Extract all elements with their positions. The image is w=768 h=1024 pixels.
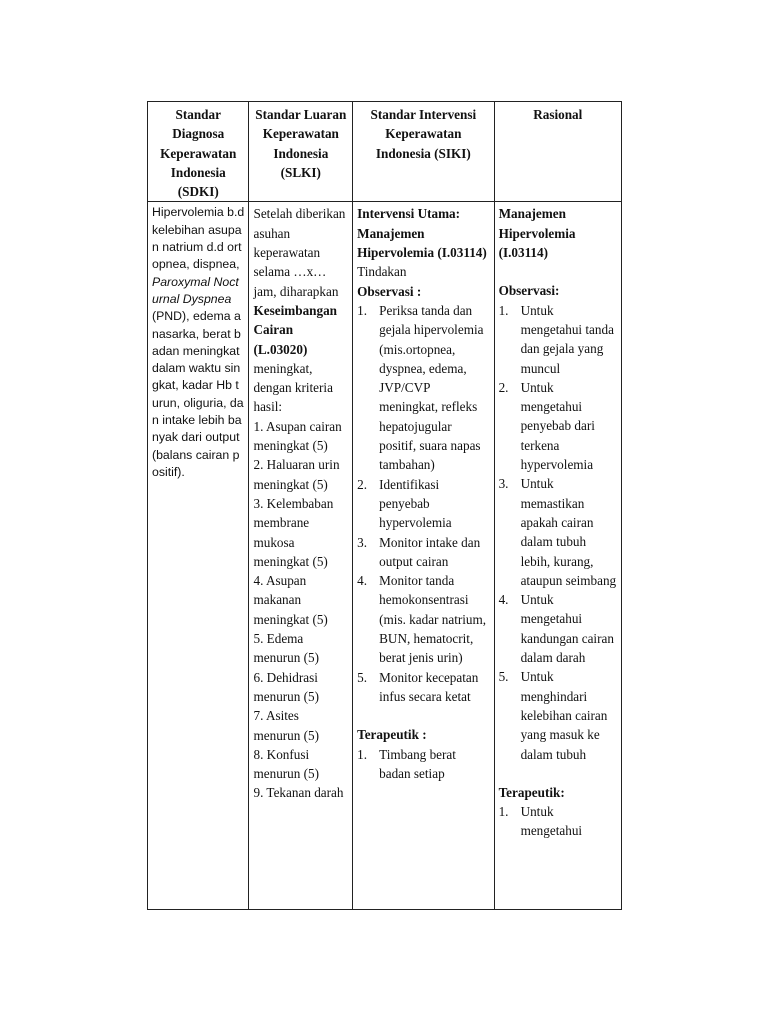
list-number: 5. <box>357 669 368 685</box>
list-number: 4. <box>498 592 509 608</box>
list-text: Monitor kecepatan infus secara ketat <box>379 669 479 704</box>
slki-criteria-intro: meningkat, dengan kriteria hasil: <box>253 360 333 415</box>
rasional-terapeutik-list <box>499 802 617 841</box>
rasional-observasi-list <box>499 301 617 764</box>
rasional-terapeutik-item <box>499 802 617 841</box>
list-number: 2. <box>498 379 509 395</box>
slki-criterion-item: 2. Haluaran urin meningkat (5) <box>253 457 340 492</box>
list-number: 1. <box>498 302 509 318</box>
header-row <box>148 102 622 202</box>
slki-criterion-item: 1. Asupan cairan meningkat (5) <box>253 418 342 454</box>
rasional-cell <box>494 202 621 910</box>
list-text: Untuk mengetahui penyebab dari terkena hypervolemia <box>520 379 595 473</box>
slki-criterion-item: 4. Asupan makanan meningkat (5) <box>253 573 328 627</box>
rasional-title: Manajemen Hipervolemia (I.03114) <box>498 206 576 261</box>
header-slki: Standar Luaran Keperawatan Indonesia (SLKI) <box>249 102 353 202</box>
siki-observasi-item <box>357 301 489 475</box>
rasional-observasi-label: Observasi: <box>498 283 560 299</box>
list-text: Monitor intake dan output cairan <box>379 534 481 569</box>
rasional-observasi-item <box>499 301 617 378</box>
list-number: 3. <box>357 534 368 550</box>
slki-criterion-item: 8. Konfusi menurun (5) <box>253 746 320 782</box>
list-number: 4. <box>357 573 368 589</box>
list-number: 1. <box>498 804 509 820</box>
list-text: Untuk memastikan apakah cairan dalam tubuh lebih, kurang, ataupun seimbang <box>520 476 617 588</box>
list-text: Untuk mengetahui <box>520 804 583 839</box>
content-row <box>148 202 622 910</box>
slki-criterion-item: 3. Kelembaban membrane mukosa meningkat (5) <box>253 495 334 569</box>
slki-outcome-title: Keseimbangan Cairan (L.03020) <box>253 302 338 357</box>
list-number: 2. <box>357 476 368 492</box>
siki-observasi-item <box>357 668 489 707</box>
siki-observasi-item <box>357 533 489 572</box>
siki-observasi-item <box>357 571 489 667</box>
sdki-pnd-italic: Paroxymal Nocturnal Dyspnea <box>152 274 239 306</box>
list-text: Monitor tanda hemokonsentrasi (mis. kadar natrium, BUN, hematocrit, berat jenis urin) <box>379 573 487 666</box>
list-number: 1. <box>357 746 368 762</box>
list-text: Untuk mengetahui tanda dan gejala yang muncul <box>520 302 614 376</box>
sdki-cell <box>148 202 249 910</box>
siki-terapeutik-list <box>357 745 489 784</box>
rasional-observasi-item <box>499 378 617 474</box>
slki-cell <box>249 202 353 910</box>
list-text: Identifikasi penyebab hypervolemia <box>379 476 452 531</box>
sdki-diagnosis-text: Hipervolemia b.d kelebihan asupan natrium d.d ortopnea, dispnea, <box>152 205 245 272</box>
siki-terapeutik-item <box>357 745 489 784</box>
header-sdki: Standar Diagnosa Keperawatan Indonesia (SDKI) <box>148 102 249 202</box>
siki-terapeutik-label: Terapeutik : <box>357 727 427 743</box>
siki-tindakan-label: Tindakan <box>357 264 407 280</box>
list-number: 1. <box>357 302 368 318</box>
list-number: 5. <box>498 669 509 685</box>
siki-cell <box>353 202 494 910</box>
nursing-care-table <box>147 101 622 910</box>
list-text: Periksa tanda dan gejala hipervolemia (mis.ortopnea, dyspnea, edema, JVP/CVP meningkat, refleks hepatojugular positif, suara napas tambahan) <box>379 302 484 473</box>
siki-observasi-list <box>357 301 489 706</box>
rasional-observasi-item <box>499 590 617 667</box>
rasional-observasi-item <box>499 474 617 590</box>
list-text: Untuk menghindari kelebihan cairan yang masuk ke dalam tubuh <box>520 669 608 762</box>
list-text: Timbang berat badan setiap <box>379 746 456 781</box>
slki-criterion-item: 5. Edema menurun (5) <box>253 631 320 666</box>
slki-criterion-item: 9. Tekanan darah <box>253 785 344 801</box>
list-number: 3. <box>498 476 509 492</box>
siki-title: Intervensi Utama: Manajemen Hipervolemia (I.03114) <box>357 206 487 261</box>
slki-criteria-list <box>253 417 348 803</box>
list-text: Untuk mengetahui kandungan cairan dalam darah <box>520 592 614 666</box>
slki-criterion-item: 7. Asites menurun (5) <box>253 708 320 743</box>
slki-criterion-item: 6. Dehidrasi menurun (5) <box>253 669 320 704</box>
sdki-signs-text: (PND), edema anasarka, berat badan meningkat dalam waktu singkat, kadar Hb turun, oliguria, dan intake lebih banyak dari output (balans cairan positif). <box>152 309 244 479</box>
siki-observasi-item <box>357 475 489 533</box>
header-siki: Standar Intervensi Keperawatan Indonesia (SIKI) <box>353 102 494 202</box>
slki-intro: Setelah diberikan asuhan keperawatan selama …x… jam, diharapkan <box>253 206 346 299</box>
header-rasional: Rasional <box>494 102 621 202</box>
rasional-terapeutik-label: Terapeutik: <box>498 784 565 800</box>
rasional-observasi-item <box>499 667 617 763</box>
siki-observasi-label: Observasi : <box>357 283 422 299</box>
